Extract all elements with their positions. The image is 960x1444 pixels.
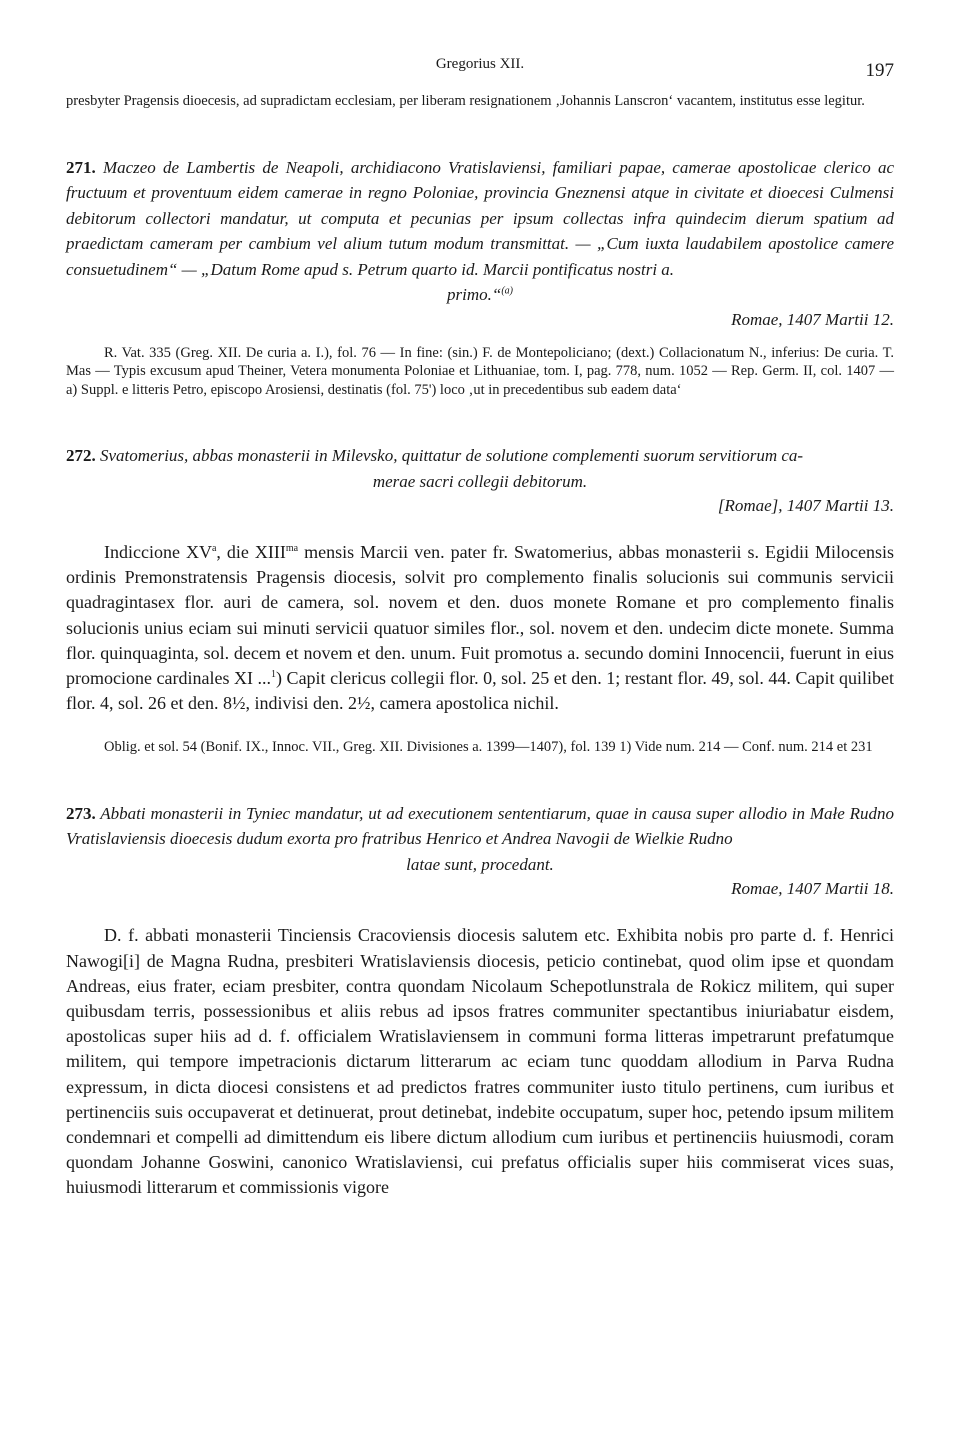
entry-number: 272. xyxy=(66,446,96,465)
entry-273 xyxy=(66,801,894,1201)
entry-regest xyxy=(66,155,894,283)
regest-text: Maczeo de Lambertis de Neapoli, archidiacono Vratislaviensi, familiari papae, camerae apostolicae clerico ac fructuum et proventuum eidem camerae in regno Poloniae, provincia Gneznensi atque in civitate et dioecesi Culmensi debitorum collectori mandatur, ut computa et pecunias per ipsum collectas infra quindecim dierum spatium ad praedictam cameram per cambium vel alium tutum modum transmittat. — „Cum iuxta laudabilem apostolice camere consuetudinem“ — „Datum Rome apud s. Petrum quarto id. Marcii pontificatus nostri a. xyxy=(66,157,894,279)
running-head xyxy=(66,52,894,92)
entry-regest xyxy=(66,443,894,469)
entry-text: Indiccione $XV^a$, die $XIII^{ma}$ mensis Marcii ven. pater fr. Swatomerius, abbas monasterii s. Egidii Milocensis ordinis Premonstratensis Pragensis diocesis, solvit pro complemento finalis solucionis sui communis servicii quadragintasex flor. auri de camera, sol. novem et den. duos monete Romane et pro complemento finalis solucionis unius eciam sui minuti servicii quatuor similes flor., sol. novem et den. undecim dicte monete. Summa flor. quinquaginta, sol. decem et novem et den. unum. Fuit promotus a. secundo domini Innocencii, fuerunt in eius promocione cardinales XI ...$^1$) Capit clericus collegii flor. 0, sol. 25 et den. 1; restant flor. 49, sol. 44. Capit quilibet flor. 4, sol. 26 et den. 8½, indivisi den. 2½, camera apostolica nichil. xyxy=(66,542,894,714)
regest-end: merae sacri collegii debitorum. xyxy=(372,471,588,491)
regest-text: Abbati monasterii in Tyniec mandatur, ut ad executionem sententiarum, quae in causa super allodio in Małe Rudno Vratislaviensis dioecesis dudum exorta pro fratribus Henrico et Andrea Navogii de Wielkie Rudno xyxy=(66,803,894,849)
entry-date: Romae, 1407 Martii 12. xyxy=(731,309,894,329)
running-title: Gregorius XII. xyxy=(435,56,525,72)
entry-text: D. f. abbati monasterii Tinciensis Cracoviensis diocesis salutem etc. Exhibita nobis pro parte d. f. Henrici Nawogi[i] de Magna Rudna, presbiteri Wratislaviensis diocesis, peticio continebat, quod olim ipse et quondam Andreas, eius frater, eciam presbiter, contra quondam Nicolaum Schepotlunstrala de Rokicz militem, qui super quibusdam terris, possessionibus et aliis rebus ad ipsos fratres communiter spectantibus iniuriabatur eisdem, apostolicas super hiis ad d. f. officialem Wratislaviensem in communi forma litteras impetrarunt prefatumque militem, qui tempore impetracionis dictarum litterarum ac eciam tunc quoddam allodium in Parva Rudna expressum, in dicta diocesi consistens et ad predictos fratres communiter iusto titulo pertinens, cum iuribus et pertinenciis suis occupaverat et detinuerat, prout detinebat, indebite occupatum, super hoc, petendo ipsum militem condemnari et compelli ad dimittendum eis libere dictum allodium cum iuribus et pertinenciis huiusmodi, coram quondam Johanne Goswini, canonico Wratislaviensi, cui prefatus officialis super hiis commiserat vices suas, huiusmodi litterarum et commissionis vigore xyxy=(66,925,894,1198)
regest-text: Svatomerius, abbas monasterii in Milevsko, quittatur de solutione complementi suorum servitiorum ca- xyxy=(100,446,804,465)
entry-number: 271. xyxy=(66,157,96,177)
continuation-text: presbyter Pragensis dioecesis, ad supradictam ecclesiam, per liberam resignationem ‚Johannis Lanscron‘ vacantem, institutus esse legitur. xyxy=(66,93,865,109)
entry-272 xyxy=(66,443,894,757)
page xyxy=(66,52,894,1201)
regest-end: latae sunt, procedant. xyxy=(406,854,554,874)
entry-number: 273. xyxy=(66,803,96,823)
entry-date: [Romae], 1407 Martii 13. xyxy=(717,496,894,515)
apparatus-note: Oblig. et sol. 54 (Bonif. IX., Innoc. VII., Greg. XII. Divisiones a. 1399—1407), fol. 139 1) Vide num. 214 — Conf. num. 214 et 231 xyxy=(104,739,873,756)
apparatus-note: R. Vat. 335 (Greg. XII. De curia a. I.), fol. 76 — In fine: (sin.) F. de Montepoliciano; (dext.) Collacionatum N., inferius: De curia. T. Mas — Typis excusum apud Theiner, Vetera monumenta Poloniae et Lithuaniae, tom. I, pag. 778, num. 1052 — Rep. Germ. II, col. 1407 — a) Suppl. e litteris Petro, episcopo Arosiensi, destinatis (fol. 75') loco ‚ut in precedentibus sub eadem data‘ xyxy=(66,344,894,398)
note-marker: (a) xyxy=(501,285,513,297)
entry-271 xyxy=(66,155,894,400)
regest-end: primo.“$^{(a)}$ xyxy=(446,285,513,304)
entry-regest xyxy=(66,801,894,852)
page-number: 197 xyxy=(865,60,894,81)
entry-date: Romae, 1407 Martii 18. xyxy=(731,879,894,899)
